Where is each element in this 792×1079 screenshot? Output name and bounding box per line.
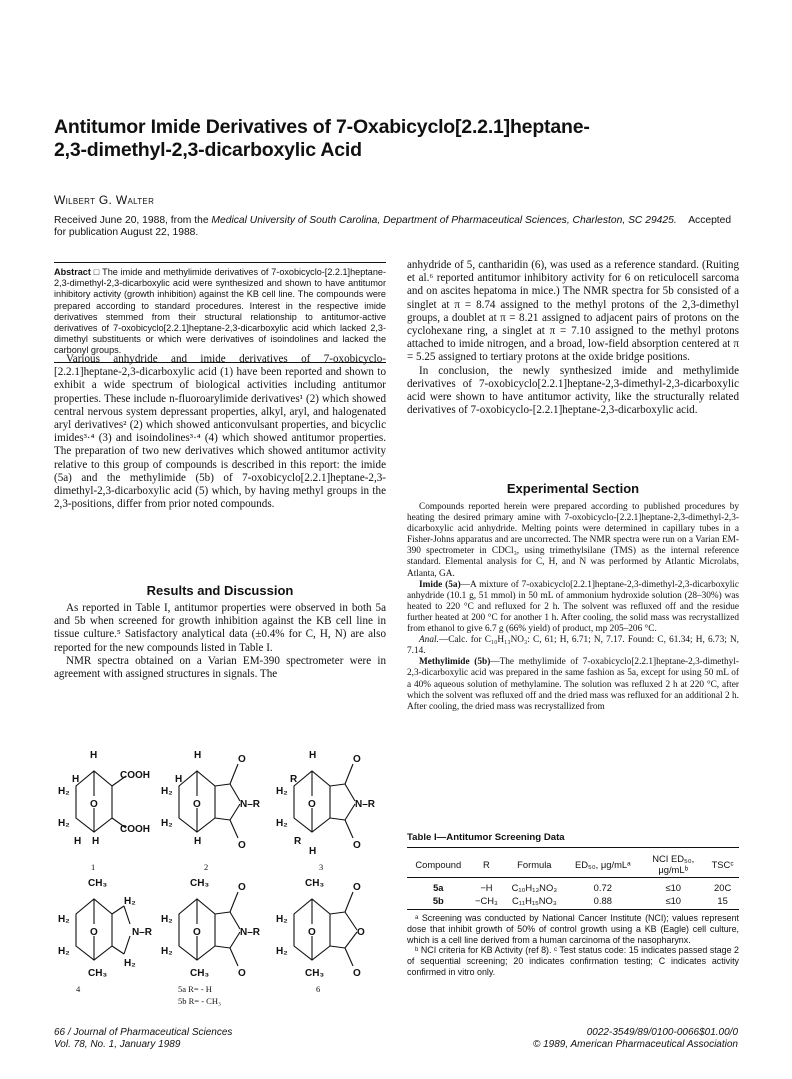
atom-o: O (193, 927, 201, 938)
table-cell: 5b (407, 894, 470, 910)
atom-r: R (290, 774, 298, 785)
structure-1 (76, 771, 126, 832)
atom-o: O (308, 927, 316, 938)
methylimide-label: Methylimide (5b) (419, 657, 491, 668)
structure-6 (294, 892, 357, 966)
atom-o: O (353, 754, 361, 765)
atom-ch3: CH₃ (190, 968, 210, 979)
anal-text: —Calc. for C₁₀H₁₃NO₃: C, 61; H, 6.71; N, 7.17. Found: C, 61.34; H, 6.73; N, 7.14. (407, 635, 739, 657)
structure-label-1: 1 (91, 862, 96, 872)
experimental-paragraph-1: Compounds reported herein were prepared according to published procedures by heating the desired primary amine with 7-oxobicyclo-[2.2.1]heptane-2,3-dimethyl-2,3-dicarboxylic acid anhydride. Melting points were determined in capillary tubes in a Fisher-Johns apparatus and are uncorrected. The NMR spectra were run on a Varian EM-390 spectrometer in CDCl₃, using trimethylsilane (TMS) as the internal reference standard. Elemental analysis for C, H, and N was performed by Atlantic Microlabs, Atlanta, GA. (407, 502, 739, 579)
structure-label-5b: 5b R= - CH₃ (178, 996, 221, 1006)
atom-h: H (309, 846, 317, 857)
atom-o: O (238, 840, 246, 851)
atom-h: H (175, 774, 183, 785)
journal-volume: Vol. 78, No. 1, January 1989 (54, 1039, 181, 1050)
discussion-paragraph-1: anhydride of 5, cantharidin (6), was used as a reference standard. (Ruiting et al.⁶ reported antitumor inhibitory activity for 6 on reticulocell sarcoma and on ascites hepatoma in mice.) The NMR spectra for 5b consisted of a singlet at π = 8.74 assigned to the methyl protons of the 2,3-dimethyl groups, a doublet at π = 8.21 assigned to adjacent pairs of protons on the cyclohexane ring, a singlet at π = 7.10 assigned to the methyl protons attached to imide nitrogen, and a broad, low-field absorption centered at π = 5.25 assigned to tertiary protons at the oxide bridge positions. (407, 259, 739, 364)
imide-paragraph (407, 580, 739, 635)
abstract-label: Abstract (54, 267, 91, 277)
results-paragraph-2: NMR spectra obtained on a Varian EM-390 spectrometer were in agreement with assigned structures in signals. The (54, 654, 386, 681)
atom-ch3: CH₃ (88, 878, 108, 889)
atom-h2: H₂ (276, 786, 288, 797)
atom-h: H (74, 836, 82, 847)
atom-h: H (92, 836, 100, 847)
atom-cooh: COOH (120, 824, 150, 835)
structure-label-5a: 5a R= - H (178, 984, 212, 994)
table-cell: −H (480, 882, 493, 893)
received-line (54, 215, 744, 239)
atom-h2: H₂ (58, 786, 70, 797)
table-row (407, 878, 739, 895)
atom-nr: N–R (132, 927, 153, 938)
table-cell: C₁₀H₁₃NO₃ (511, 882, 558, 893)
imide-text: —A mixture of 7-oxabicyclo[2.2.1]heptane-2,3-dimethyl-2,3-dicarboxylic anhydride (10.1 g, 51 mmol) in 50 mL of ammonium hydroxide solution (28–30%) was heated to 220 °C and refluxed for 2 h. The solvent was refluxed off and the residue further heated at 200 °C for another 1 h. After cooling, the solid mass was recrystallized from ethanol to give 6.7 g (66% yield) of product, mp 205–206 °C. (407, 579, 739, 635)
atom-o: O (357, 927, 365, 938)
anal-label: Anal. (419, 635, 439, 646)
atom-h: H (90, 750, 98, 761)
table-cell: 0.88 (565, 894, 640, 910)
structure-label-4: 4 (76, 984, 81, 994)
atom-h2: H₂ (276, 818, 288, 829)
table-note-a: ᵃ Screening was conducted by National Cancer Institute (NCI); values represent dose that inhibit growth of 50% of control growth using a KB (Eagle) cell culture, which is a cell line derived from a human carcinoma of the nasopharynx. (407, 913, 739, 945)
table-header-cell: NCI ED₅₀, μg/mLᵇ (640, 851, 706, 878)
table-header-cell: TSCᶜ (706, 851, 739, 878)
table-cell: ≤10 (640, 894, 706, 910)
journal-name: 66 / Journal of Pharmaceutical Sciences (54, 1027, 233, 1038)
table-header-cell: ED₅₀, μg/mLᵃ (565, 851, 640, 878)
structure-2 (179, 764, 240, 838)
structure-3 (294, 764, 355, 838)
atom-nr: N–R (240, 799, 261, 810)
received-prefix: Received June 20, 1988, from the (54, 215, 212, 226)
atom-o: O (238, 968, 246, 979)
atom-h2: H₂ (276, 914, 288, 925)
atom-o: O (90, 927, 98, 938)
affiliation: Medical University of South Carolina, Department of Pharmaceutical Sciences, Charleston, SC 29425. (211, 215, 677, 226)
atom-o: O (238, 882, 246, 893)
table-cell: 0.72 (593, 882, 612, 893)
table-note-bc: ᵇ NCI criteria for KB Activity (ref 8). ᶜ Test status code: 15 indicates passed stage 2 of sequential screening; 20 indicates confirmation testing; C indicates activity confirmed in vitro only. (407, 945, 739, 977)
atom-ch3: CH₃ (88, 968, 108, 979)
atom-h2: H₂ (161, 914, 173, 925)
atom-h: H (194, 836, 202, 847)
screening-table (407, 851, 739, 910)
experimental-heading: Experimental Section (506, 481, 640, 496)
abstract-box (54, 262, 386, 363)
accepted-date: Accepted for publication August 22, 1988. (54, 215, 732, 238)
table-cell: 20C (714, 882, 732, 893)
atom-h2: H₂ (124, 958, 136, 969)
structure-label-2: 2 (204, 862, 209, 872)
atom-h2: H₂ (58, 818, 70, 829)
atom-o: O (353, 840, 361, 851)
intro-paragraph: Various anhydride and imide derivatives of 7-oxobicyclo-[2.2.1]heptane-2,3-dicarboxylic acid (1) have been reported and shown to exhibit a wide spectrum of biological activities including antitumor properties. These include n-fluoroarylimide derivatives¹ (2) which showed central nervous system depressant properties, alkyl, aryl, and halogenated aryl derivatives² (2) which showed anticonvulsant properties, and bicyclic imides³·⁴ (3) and isoindolines³·⁴ (4) which showed antitumor properties. The preparation of two new derivatives which showed antitumor activity relative to this group of compounds is described in this report: the imide (5a) and the methylimide (5b) of 7-oxobicyclo[2.2.1]heptane-2,3-dimethyl-2,3-dicarboxylic acid (5) which, by having methyl groups in the 2,3-positions, differ from prior noted compounds. (54, 353, 386, 511)
table-cell: −CH₃ (470, 894, 504, 910)
discussion-continued (407, 259, 739, 417)
structure-label-3: 3 (319, 862, 324, 872)
atom-nr: N–R (240, 927, 261, 938)
atom-h2: H₂ (161, 786, 173, 797)
atom-ch3: CH₃ (305, 878, 325, 889)
copyright-footer (480, 1027, 738, 1051)
table-1 (407, 832, 739, 978)
intro-section (54, 353, 386, 511)
atom-o: O (353, 968, 361, 979)
issn-code: 0022-3549/89/0100-0066$01.00/0 (586, 1027, 738, 1038)
atom-nr: N–R (355, 799, 376, 810)
table-cell: C₁₁H₁₅NO₃ (503, 894, 565, 910)
atom-h2: H₂ (276, 946, 288, 957)
copyright-line: © 1989, American Pharmaceutical Association (532, 1039, 738, 1050)
results-paragraph-1: As reported in Table I, antitumor properties were observed in both 5a and 5b when screened for growth inhibition against the KB cell line in tissue culture.⁵ Satisfactory analytical data (±0.4% for C, H, N) are also reported for the new compounds listed in Table I. (54, 602, 386, 654)
article-title: Antitumor Imide Derivatives of 7-Oxabicyclo[2.2.1]heptane-2,3-dimethyl-2,3-dicarboxylic Acid (54, 116, 590, 161)
atom-h: H (309, 750, 317, 761)
methylimide-text: —The methylimide of 7-oxabicyclo[2.2.1]heptane-2,3-dimethyl-2,3-dicarboxylic acid was prepared in the same fashion as 5a, except for using 50 mL of a 40% aqueous solution of methylamine. The solution was refluxed 2 h at 220 °C, after which the solvent was refluxed off and the dried mass was refluxed for an additional 2 h. After cooling, the dried mass was recrystallized from (407, 657, 739, 712)
atom-ch3: CH₃ (305, 968, 325, 979)
atom-o: O (308, 799, 316, 810)
journal-footer (54, 1027, 232, 1051)
atom-o: O (353, 882, 361, 893)
table-header-cell: Compound (407, 851, 470, 878)
table-cell: 5a (433, 882, 444, 893)
chemical-structures-figure (54, 746, 394, 1012)
atom-ch3: CH₃ (190, 878, 210, 889)
structure-4 (76, 899, 130, 960)
atom-h2: H₂ (161, 946, 173, 957)
table-header-cell: Formula (503, 851, 565, 878)
atom-r: R (294, 836, 302, 847)
results-section (54, 602, 386, 681)
atom-h2: H₂ (124, 896, 136, 907)
abstract-text: The imide and methylimide derivatives of 7-oxobicyclo-[2.2.1]heptane-2,3-dimethyl-2,3-dicarboxylic acid were synthesized and shown to have antitumor inhibitory activity (growth inhibition) against the KB cell line. The compounds were prepared according to standard procedures. Interest in the respective imide derivatives stemmed from their structural relationship to antitumor-active derivatives of 7-oxobicyclo[2.2.1]heptane-2,3-dicarboxylic acid which lacked 2,3-dimethyl substituents or which were derivatives of isoindolines and lacked the carbonyl groups. (54, 267, 386, 356)
abstract-box-glyph: □ (93, 267, 100, 277)
table-title: Table I—Antitumor Screening Data (407, 832, 739, 848)
atom-o: O (90, 799, 98, 810)
atom-h2: H₂ (58, 946, 70, 957)
methylimide-paragraph (407, 657, 739, 712)
imide-label: Imide (5a) (419, 579, 461, 590)
structure-label-6: 6 (316, 984, 321, 994)
table-row (407, 894, 739, 910)
atom-o: O (193, 799, 201, 810)
author-name: Wilbert G. Walter (54, 193, 155, 207)
atom-h: H (72, 774, 80, 785)
results-heading: Results and Discussion (146, 583, 294, 598)
table-footnotes (407, 913, 739, 978)
anal-paragraph (407, 635, 739, 657)
atom-h2: H₂ (161, 818, 173, 829)
experimental-section (407, 502, 739, 713)
table-cell: ≤10 (665, 882, 682, 893)
atom-o: O (238, 754, 246, 765)
atom-cooh: COOH (120, 770, 150, 781)
atom-h2: H₂ (58, 914, 70, 925)
atom-h: H (194, 750, 202, 761)
table-cell: 15 (706, 894, 739, 910)
conclusion-paragraph: In conclusion, the newly synthesized imide and methylimide derivatives of 7-oxobicyclo[2.2.1]heptane-2,3-dimethyl-2,3-dicarboxylic acid were shown to have antitumor activity, like the structurally related derivatives of 7-oxobicyclo-[2.2.1]heptane-2,3-dicarboxylic acid. (407, 364, 739, 417)
structure-5 (179, 892, 240, 966)
table-header-cell: R (470, 851, 504, 878)
